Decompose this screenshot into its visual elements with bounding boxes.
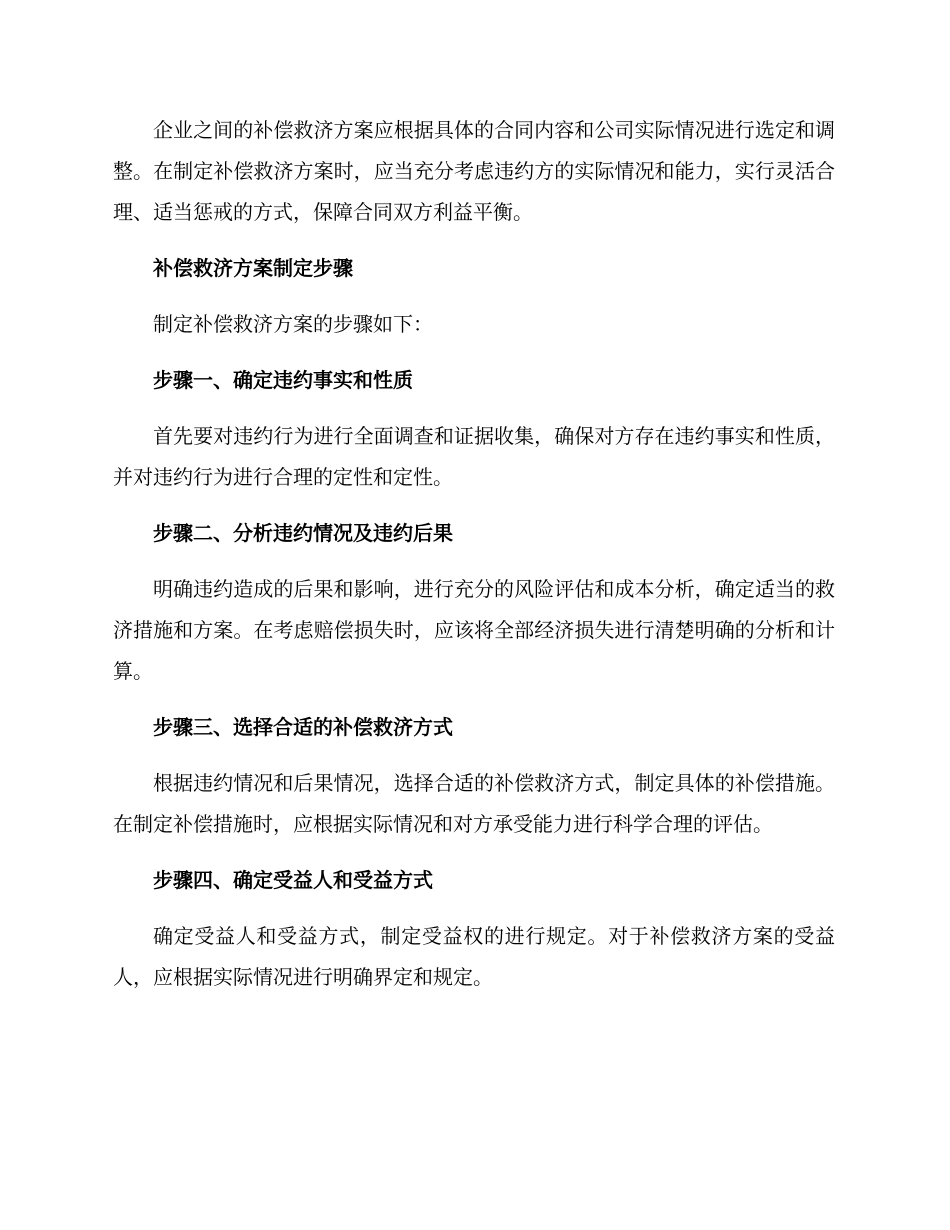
step-four-paragraph: 确定受益人和受益方式，制定受益权的进行规定。对于补偿救济方案的受益人，应根据实际情况进行明确界定和规定。 bbox=[113, 924, 835, 989]
step-two-heading: 步骤二、分析违约情况及违约后果 bbox=[153, 521, 453, 545]
step-four-heading: 步骤四、确定受益人和受益方式 bbox=[153, 868, 433, 892]
step-two-paragraph: 明确违约造成的后果和影响，进行充分的风险评估和成本分析，确定适当的救济措施和方案。在考虑赔偿损失时，应该将全部经济损失进行清楚明确的分析和计算。 bbox=[113, 577, 835, 683]
document-page bbox=[113, 110, 835, 998]
step-three-paragraph: 根据违约情况和后果情况，选择合适的补偿救济方式，制定具体的补偿措施。在制定补偿措施时，应根据实际情况和对方承受能力进行科学合理的评估。 bbox=[113, 771, 835, 836]
step-three-heading: 步骤三、选择合适的补偿救济方式 bbox=[153, 715, 453, 739]
section-heading: 补偿救济方案制定步骤 bbox=[153, 256, 353, 280]
steps-intro-paragraph: 制定补偿救济方案的步骤如下： bbox=[153, 312, 433, 336]
intro-paragraph: 企业之间的补偿救济方案应根据具体的合同内容和公司实际情况进行选定和调整。在制定补偿救济方案时，应当充分考虑违约方的实际情况和能力，实行灵活合理、适当惩戒的方式，保障合同双方利益平衡。 bbox=[113, 118, 835, 224]
step-one-heading: 步骤一、确定违约事实和性质 bbox=[153, 368, 413, 392]
step-one-paragraph: 首先要对违约行为进行全面调查和证据收集，确保对方存在违约事实和性质，并对违约行为进行合理的定性和定性。 bbox=[113, 424, 835, 489]
